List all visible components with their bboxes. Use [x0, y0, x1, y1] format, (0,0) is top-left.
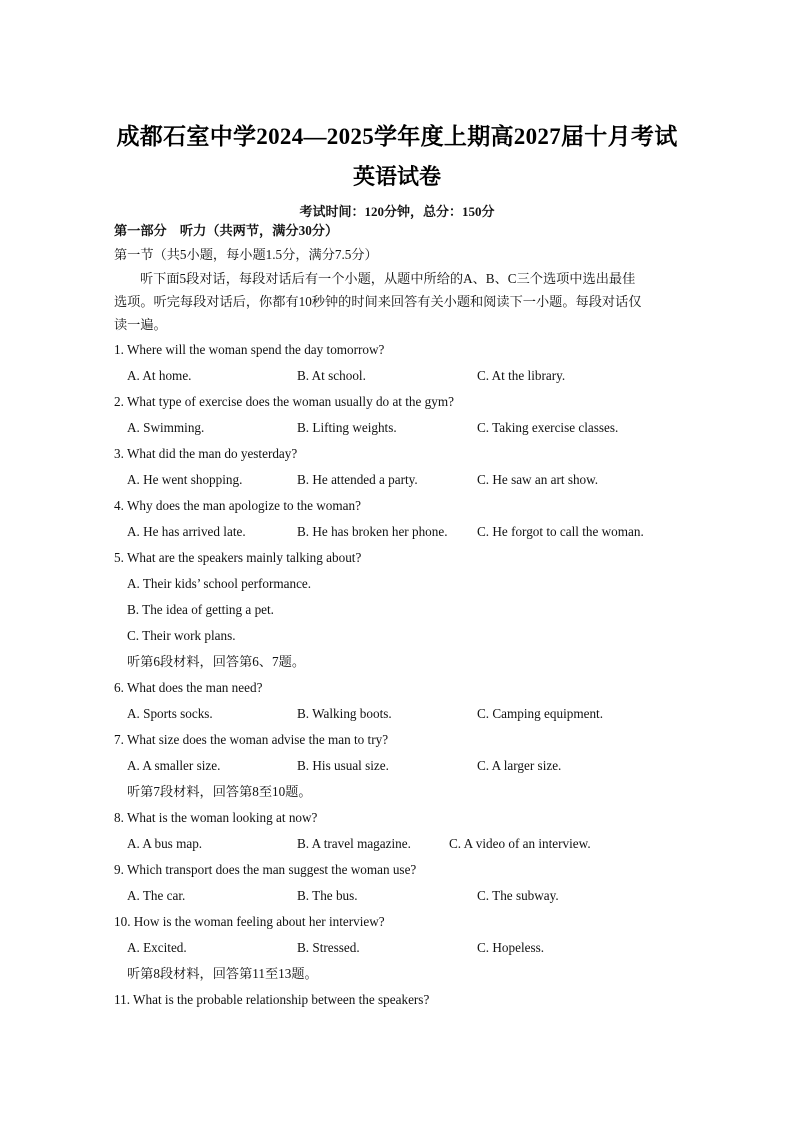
material-8-note: 听第8段材料，回答第11至13题。 [127, 966, 318, 981]
q7-option-b: B. His usual size. [297, 758, 389, 773]
q2-option-b: B. Lifting weights. [297, 420, 397, 435]
q10-option-b: B. Stressed. [297, 940, 360, 955]
question-9: 9. Which transport does the man suggest the woman use? [114, 862, 417, 877]
part1-heading: 第一部分 听力（共两节，满分30分） [114, 223, 339, 238]
q4-option-a: A. He has arrived late. [127, 524, 246, 539]
material-6-note: 听第6段材料，回答第6、7题。 [127, 654, 306, 669]
q2-option-a: A. Swimming. [127, 420, 205, 435]
q5-option-c: C. Their work plans. [127, 628, 236, 643]
question-11: 11. What is the probable relationship between the speakers? [114, 992, 430, 1007]
section1-heading: 第一节（共5小题，每小题1.5分，满分7.5分） [114, 247, 378, 262]
instruction-line-2: 选项。听完每段对话后，你都有10秒钟的时间来回答有关小题和阅读下一小题。每段对话仅 [114, 294, 642, 309]
q6-option-a: A. Sports socks. [127, 706, 213, 721]
q3-option-c: C. He saw an art show. [477, 472, 599, 487]
q9-option-a: A. The car. [127, 888, 186, 903]
q6-option-b: B. Walking boots. [297, 706, 392, 721]
q8-option-b: B. A travel magazine. [297, 836, 411, 851]
instruction-line-1: 听下面5段对话，每段对话后有一个小题，从题中所给的A、B、C三个选项中选出最佳 [140, 271, 636, 286]
q1-option-a: A. At home. [127, 368, 192, 383]
q5-option-a: A. Their kids’ school performance. [127, 576, 312, 591]
exam-title: 成都石室中学2024—2025学年度上期高2027届十月考试 [116, 124, 678, 149]
q5-option-b: B. The idea of getting a pet. [127, 602, 274, 617]
q7-option-a: A. A smaller size. [127, 758, 221, 773]
question-5: 5. What are the speakers mainly talking about? [114, 550, 362, 565]
q8-option-a: A. A bus map. [127, 836, 203, 851]
q3-option-a: A. He went shopping. [127, 472, 243, 487]
question-10: 10. How is the woman feeling about her interview? [114, 914, 385, 929]
question-7: 7. What size does the woman advise the man to try? [114, 732, 389, 747]
question-8: 8. What is the woman looking at now? [114, 810, 318, 825]
material-7-note: 听第7段材料，回答第8至10题。 [127, 784, 312, 799]
q1-option-c: C. At the library. [477, 368, 566, 383]
q8-option-c: C. A video of an interview. [449, 836, 591, 851]
q9-option-b: B. The bus. [297, 888, 358, 903]
q10-option-c: C. Hopeless. [477, 940, 545, 955]
q3-option-b: B. He attended a party. [297, 472, 418, 487]
exam-subtitle: 英语试卷 [352, 164, 441, 189]
question-6: 6. What does the man need? [114, 680, 263, 695]
question-2: 2. What type of exercise does the woman usually do at the gym? [114, 394, 454, 409]
question-1: 1. Where will the woman spend the day tomorrow? [114, 342, 385, 357]
exam-info: 考试时间：120分钟，总分：150分 [299, 204, 495, 219]
q2-option-c: C. Taking exercise classes. [477, 420, 619, 435]
q7-option-c: C. A larger size. [477, 758, 562, 773]
q4-option-c: C. He forgot to call the woman. [477, 524, 644, 539]
instruction-line-3: 读一遍。 [114, 317, 167, 332]
q1-option-b: B. At school. [297, 368, 366, 383]
q4-option-b: B. He has broken her phone. [297, 524, 448, 539]
question-4: 4. Why does the man apologize to the woman? [114, 498, 361, 513]
q6-option-c: C. Camping equipment. [477, 706, 604, 721]
question-3: 3. What did the man do yesterday? [114, 446, 298, 461]
q10-option-a: A. Excited. [127, 940, 187, 955]
q9-option-c: C. The subway. [477, 888, 559, 903]
